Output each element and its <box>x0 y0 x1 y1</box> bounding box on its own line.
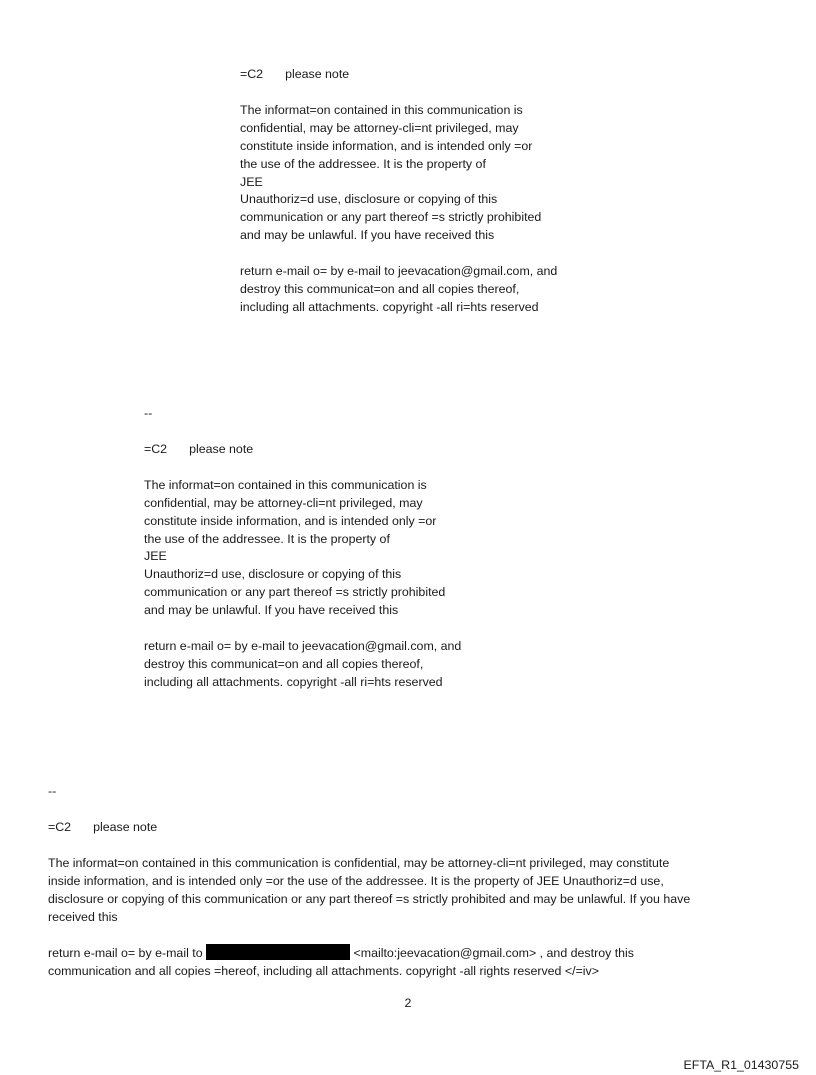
text-line: return e-mail o= by e-mail to jeevacation@gmail.com, and <box>144 639 462 654</box>
confidentiality-paragraph <box>144 477 461 620</box>
text-line: communication or any part thereof =s strictly prohibited <box>240 210 542 225</box>
text-fragment: <mailto:jeevacation@gmail.com> , and destroy this <box>353 946 635 961</box>
text-line: JEE <box>144 549 167 564</box>
text-line: confidential, may be attorney-cli=nt privileged, may <box>240 120 519 135</box>
text-line: communication or any part thereof =s strictly prohibited <box>144 585 446 600</box>
note-label: please note <box>285 67 350 81</box>
document-id: EFTA_R1_01430755 <box>683 1058 799 1072</box>
note-heading <box>48 819 690 837</box>
text-line: including all attachments. copyright -all ri=hts reserved <box>240 299 539 314</box>
note-label: please note <box>93 819 158 834</box>
text-line: received this <box>48 909 118 924</box>
text-line: confidential, may be attorney-cli=nt privileged, may <box>144 495 423 510</box>
text-line: destroy this communicat=on and all copies thereof, <box>240 282 520 297</box>
text-line: The informat=on contained in this communication is <box>144 477 427 492</box>
return-paragraph <box>48 944 690 981</box>
note-heading <box>144 441 461 459</box>
text-line: The informat=on contained in this communication is <box>240 102 523 117</box>
text-line: JEE <box>240 174 263 189</box>
text-line: including all attachments. copyright -all ri=hts reserved <box>144 674 443 689</box>
text-line: and may be unlawful. If you have received this <box>240 228 495 243</box>
text-line: The informat=on contained in this communication is confidential, may be attorney-cli=nt privileged, may constitute <box>48 855 670 870</box>
note-code: =C2 <box>144 441 168 456</box>
text-line: the use of the addressee. It is the property of <box>240 156 486 171</box>
notice-block-1 <box>240 66 557 317</box>
text-line: Unauthoriz=d use, disclosure or copying of this <box>240 192 498 207</box>
return-paragraph <box>240 263 557 317</box>
redaction-box <box>206 944 350 960</box>
text-line <box>48 944 690 963</box>
text-line: and may be unlawful. If you have received this <box>144 603 399 618</box>
page-number: 2 <box>404 996 412 1010</box>
text-line: inside information, and is intended only =or the use of the addressee. It is the property of JEE Unauthoriz=d use, <box>48 873 664 888</box>
text-line: constitute inside information, and is intended only =or <box>240 138 533 153</box>
note-code: =C2 <box>48 819 72 834</box>
return-paragraph <box>144 638 461 692</box>
text-line: constitute inside information, and is intended only =or <box>144 513 437 528</box>
note-heading <box>240 66 557 84</box>
text-fragment: return e-mail o= by e-mail to <box>48 946 203 961</box>
separator: -- <box>48 784 57 798</box>
note-code: =C2 <box>240 67 264 81</box>
separator: -- <box>144 406 153 420</box>
note-label: please note <box>189 441 254 456</box>
text-line: return e-mail o= by e-mail to jeevacation@gmail.com, and <box>240 264 558 279</box>
confidentiality-paragraph <box>240 102 557 245</box>
text-line: disclosure or copying of this communication or any part thereof =s strictly prohibited and may be unlawful. If you have <box>48 891 691 906</box>
text-line: the use of the addressee. It is the property of <box>144 531 390 546</box>
text-line: Unauthoriz=d use, disclosure or copying of this <box>144 567 402 582</box>
text-line: destroy this communicat=on and all copies thereof, <box>144 656 424 671</box>
notice-block-2 <box>144 405 461 692</box>
notice-block-3 <box>48 783 690 981</box>
text-line: communication and all copies =hereof, including all attachments. copyright -all rights reserved </=iv> <box>48 964 599 979</box>
confidentiality-paragraph <box>48 855 690 927</box>
